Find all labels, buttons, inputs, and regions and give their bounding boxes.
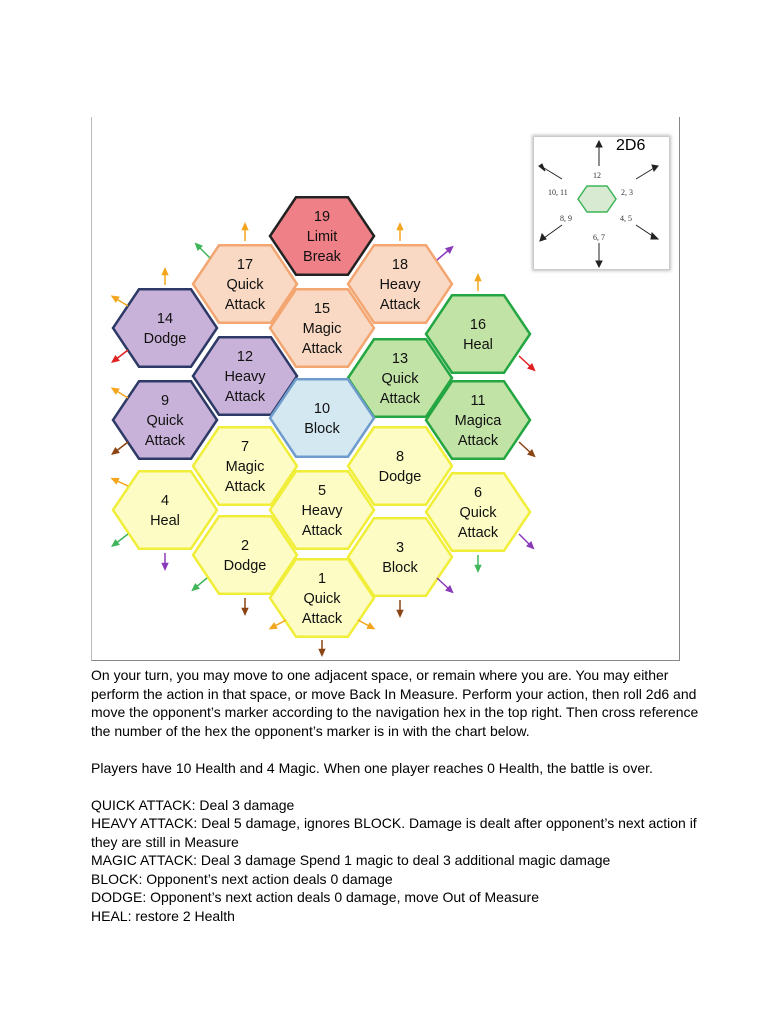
- hex-number: 14: [156, 311, 174, 327]
- hex-number: 9: [160, 393, 170, 409]
- hex-action-label: Heavy: [379, 277, 421, 293]
- hex-6: [426, 473, 530, 550]
- nav-arrow-lower-left: [544, 225, 562, 238]
- hex-number: 10: [313, 401, 331, 417]
- action-quick-attack: QUICK ATTACK: Deal 3 damage: [91, 796, 295, 813]
- hex-action-label: Magic: [302, 321, 342, 337]
- hex-number: 3: [395, 540, 405, 556]
- edge-arrow-head: [396, 222, 403, 230]
- hex-number: 19: [313, 209, 331, 225]
- hex-number: 12: [236, 349, 254, 365]
- action-dodge: DODGE: Opponent’s next action deals 0 damage, move Out of Measure: [91, 889, 539, 905]
- edge-arrow-head: [111, 355, 120, 363]
- hex-action-label: Attack: [224, 389, 266, 405]
- hex-14: [113, 289, 217, 366]
- nav-label-lower-left: 8, 9: [560, 214, 572, 223]
- hex-action-label: Break: [303, 249, 341, 265]
- nav-hex-shape: [578, 186, 616, 212]
- hex-action-label: Quick: [226, 277, 264, 293]
- action-block: BLOCK: Opponent’s next action deals 0 damage: [91, 870, 393, 887]
- edge-arrow-head: [161, 267, 168, 275]
- hex-number: 18: [391, 257, 409, 273]
- hex-number: 2: [240, 538, 250, 554]
- nav-hex-diagram: [534, 137, 669, 269]
- hex-number: 13: [391, 351, 409, 367]
- hex-action-label: Attack: [457, 525, 499, 541]
- hex-action-label: Attack: [457, 433, 499, 449]
- hex-action-label: Attack: [301, 611, 343, 627]
- nav-arrow-upper-right: [636, 168, 654, 179]
- hex-action-label: Quick: [381, 371, 419, 387]
- nav-label-upper-left: 10, 11: [548, 188, 568, 197]
- hex-4: [113, 471, 217, 548]
- hex-action-label: Block: [382, 560, 418, 576]
- edge-arrow-head: [111, 295, 120, 303]
- edge-arrow-head: [241, 222, 248, 230]
- edge-arrow-head: [111, 387, 120, 395]
- edge-arrow-head: [241, 608, 248, 616]
- hex-action-label: Attack: [224, 297, 266, 313]
- hex-action-label: Attack: [301, 341, 343, 357]
- edge-arrow-head: [161, 563, 168, 571]
- hex-action-label: Heal: [150, 513, 180, 529]
- hex-number: 11: [470, 393, 486, 409]
- action-magic-attack: MAGIC ATTACK: Deal 3 damage Spend 1 magic to deal 3 additional magic damage: [91, 852, 611, 868]
- hex-action-label: Attack: [144, 433, 186, 449]
- edge-arrow-head: [111, 539, 120, 547]
- edge-arrow-head: [474, 565, 481, 573]
- hex-action-label: Dodge: [378, 469, 422, 485]
- navigation-hex-inset: [534, 137, 669, 269]
- rules-paragraph-health: Players have 10 Health and 4 Magic. When one player reaches 0 Health, the battle is over.: [91, 759, 653, 776]
- hex-action-label: Quick: [303, 591, 341, 607]
- hex-action-label: Magic: [225, 459, 265, 475]
- hex-19: [270, 197, 374, 274]
- rules-paragraph-turn: On your turn, you may move to one adjacent space, or remain where you are. You may either perform the action in that space, or move Back In Measure. Perform your action, then roll 2d6 and move the opponent’s marker according to the navigation hex in the top right. Then cross reference the number of the hex the opponent’s marker is in with the chart below.: [91, 667, 699, 739]
- nav-label-bottom: 6, 7: [593, 233, 605, 242]
- hex-number: 5: [317, 483, 327, 499]
- hex-action-label: Attack: [379, 297, 421, 313]
- hex-action-label: Heal: [463, 337, 493, 353]
- edge-arrow-head: [396, 610, 403, 618]
- hex-action-label: Attack: [379, 391, 421, 407]
- hex-number: 6: [473, 485, 483, 501]
- hex-number: 7: [240, 439, 250, 455]
- action-heavy-attack: HEAVY ATTACK: Deal 5 damage, ignores BLOCK. Damage is dealt after opponent’s next action if they are still in Measure: [91, 815, 697, 850]
- action-heal: HEAL: restore 2 Health: [91, 907, 235, 924]
- hex-number: 15: [313, 301, 331, 317]
- nav-label-upper-right: 2, 3: [621, 188, 633, 197]
- rules-text: [91, 666, 711, 925]
- hex-9: [113, 381, 217, 458]
- hex-action-label: Quick: [146, 413, 184, 429]
- hex-action-label: Quick: [459, 505, 497, 521]
- hex-number: 8: [395, 449, 405, 465]
- nav-hex-title: 2D6: [616, 137, 646, 154]
- hex-action-label: Limit: [306, 229, 338, 245]
- edge-arrow-head: [474, 273, 481, 281]
- hex-action-label: Magica: [454, 413, 502, 429]
- nav-label-top: 12: [593, 171, 601, 180]
- edge-arrow-head: [318, 649, 325, 657]
- nav-label-lower-right: 4, 5: [620, 214, 632, 223]
- hex-action-label: Dodge: [143, 331, 187, 347]
- hex-action-label: Attack: [224, 479, 266, 495]
- hex-number: 16: [469, 317, 487, 333]
- nav-arrow-upper-left: [544, 168, 562, 179]
- hex-number: 4: [160, 493, 170, 509]
- hex-number: 17: [236, 257, 254, 273]
- hex-action-label: Heavy: [224, 369, 266, 385]
- hex-number: 1: [317, 571, 327, 587]
- edge-arrow-head: [111, 447, 120, 455]
- hex-action-label: Dodge: [223, 558, 267, 574]
- hex-action-label: Heavy: [301, 503, 343, 519]
- hex-action-label: Attack: [301, 523, 343, 539]
- hex-action-label: Block: [304, 421, 340, 437]
